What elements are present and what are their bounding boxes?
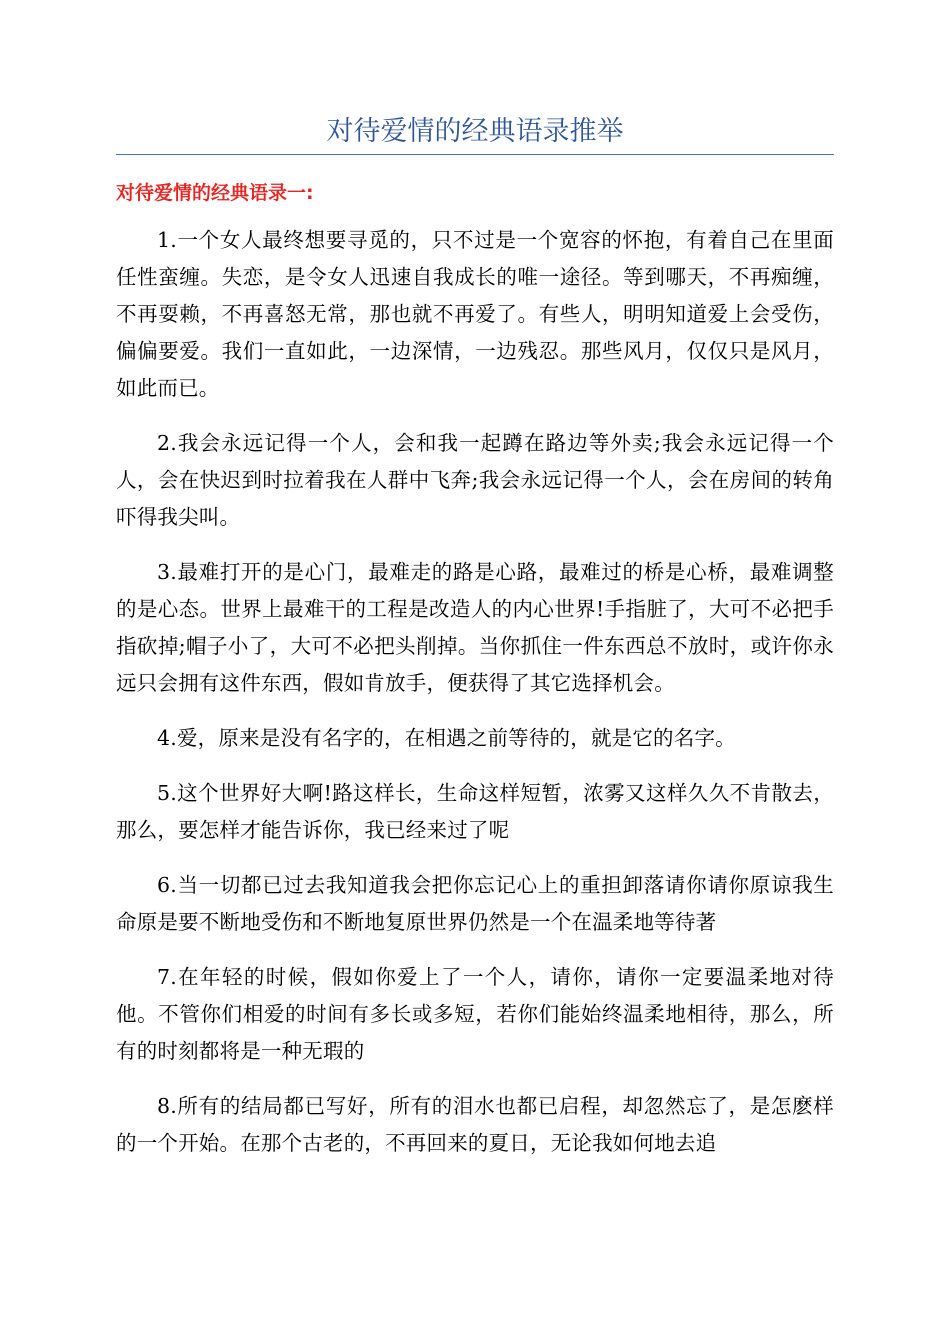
quote-paragraph-4: 4.爱，原来是没有名字的，在相遇之前等待的，就是它的名字。 (157, 726, 736, 750)
quote-paragraph-1: 1.一个女人最终想要寻觅的，只不过是一个宽容的怀抱，有着自己在里面任性蛮缠。失恋，是令女人迅速自我成长的唯一途径。等到哪天，不再痴缠，不再耍赖，不再喜怒无常，那也就不再爱了。有些人，明明知道爱上会受伤，偏偏要爱。我们一直如此，一边深情，一边残忍。那些风月，仅仅只是风月，如此而已。 (116, 228, 834, 400)
quote-paragraph-3: 3.最难打开的是心门，最难走的路是心路，最难过的桥是心桥，最难调整的是心态。世界上最难干的工程是改造人的内心世界!手指脏了，大可不必把手指砍掉;帽子小了，大可不必把头削掉。当你抓住一件东西总不放时，或许你永远只会拥有这件东西，假如肯放手，便获得了其它选择机会。 (116, 560, 834, 695)
quote-paragraph-8: 8.所有的结局都已写好，所有的泪水也都已启程，却忽然忘了，是怎麽样的一个开始。在那个古老的，不再回来的夏日，无论我如何地去追 (116, 1094, 834, 1155)
quote-paragraph-5: 5.这个世界好大啊!路这样长，生命这样短暂，浓雾又这样久久不肯散去，那么，要怎样才能告诉你，我已经来过了呢 (116, 781, 834, 842)
title-underline-rule (116, 154, 834, 155)
quote-paragraph-7: 7.在年轻的时候，假如你爱上了一个人，请你，请你一定要温柔地对待他。不管你们相爱的时间有多长或多短，若你们能始终温柔地相待，那么，所有的时刻都将是一种无瑕的 (116, 965, 834, 1063)
quote-paragraph-6: 6.当一切都已过去我知道我会把你忘记心上的重担卸落请你请你原谅我生命原是要不断地受伤和不断地复原世界仍然是一个在温柔地等待著 (116, 873, 834, 934)
section-heading: 对待爱情的经典语录一: (116, 182, 314, 204)
quote-paragraph-2: 2.我会永远记得一个人，会和我一起蹲在路边等外卖;我会永远记得一个人，会在快迟到时拉着我在人群中飞奔;我会永远记得一个人，会在房间的转角吓得我尖叫。 (116, 431, 834, 529)
quote-list (116, 222, 834, 1180)
document-title: 对待爱情的经典语录推举 (326, 116, 624, 147)
